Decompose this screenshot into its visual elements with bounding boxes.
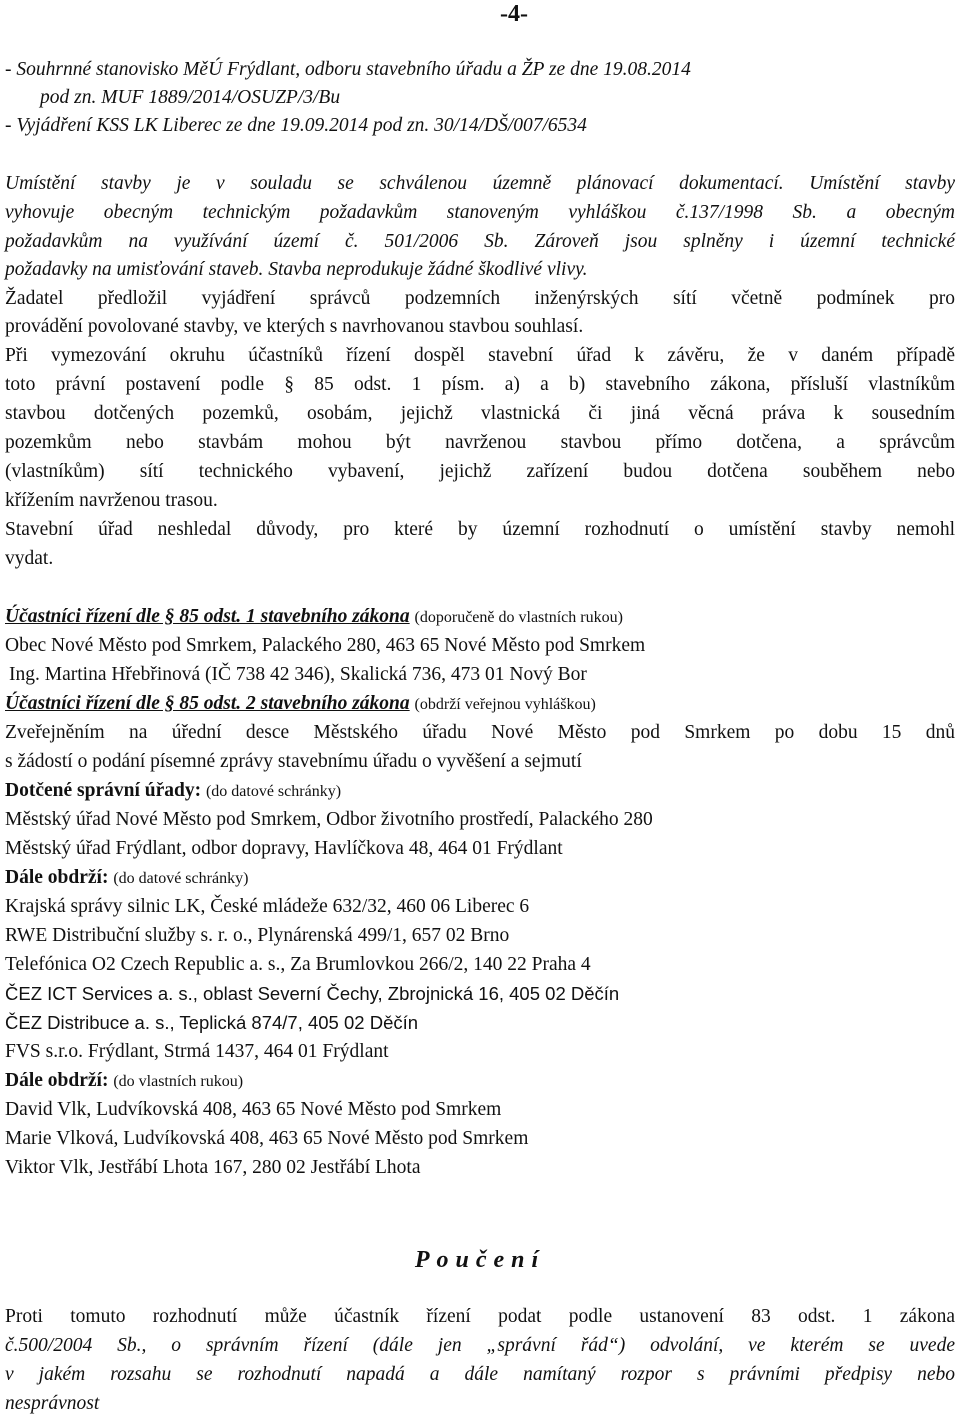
authority-item: Městský úřad Frýdlant, odbor dopravy, Havlíčkova 48, 464 01 Frýdlant: [5, 838, 563, 859]
participants-1-heading: Účastníci řízení dle § 85 odst. 1 stavebního zákona: [5, 606, 410, 627]
participants-2-line: Zveřejněním na úřední desce Městského úřadu Nové Město pod Smrkem po dobu 15 dnů: [5, 722, 955, 743]
instruction-line: č.500/2004 Sb., o správním řízení (dále jen „správní řád“) odvolání, ve kterém se uvede: [5, 1335, 955, 1356]
reasoning-line: vydat.: [5, 548, 54, 569]
reasoning-line: pozemkům nebo stavbám mohou být navrženou stavbou přímo dotčena, a správcům: [5, 432, 955, 453]
participant-item: Obec Nové Město pod Smrkem, Palackého 280, 463 65 Nové Město pod Smrkem: [5, 635, 646, 656]
recipient-item: Krajská správy silnic LK, České mládeže 632/32, 460 06 Liberec 6: [5, 896, 530, 917]
source-line: - Souhrnné stanovisko MěÚ Frýdlant, odboru stavebního úřadu a ŽP ze dne 19.08.2014: [5, 59, 691, 80]
reasoning-line: křížením navrženou trasou.: [5, 490, 218, 511]
reasoning-line: Při vymezování okruhu účastníků řízení dospěl stavební úřad k závěru, že v daném případě: [5, 345, 955, 366]
others-1-note: (do datové schránky): [113, 870, 249, 887]
participants-2-heading-row: [5, 690, 955, 719]
authority-item: Městský úřad Nové Město pod Smrkem, Odbor životního prostředí, Palackého 280: [5, 809, 653, 830]
page-number: -4-: [500, 1, 528, 27]
reasoning-line: toto právní postavení podle § 85 odst. 1 písm. a) a b) stavebního zákona, přísluší vlastníkům: [5, 374, 955, 395]
reasoning-line: Umístění stavby je v souladu se schválenou územně plánovací dokumentací. Umístění stavby: [5, 173, 955, 194]
participants-1-heading-row: [5, 603, 955, 632]
reasoning-line: Stavební úřad neshledal důvody, pro které by územní rozhodnutí o umístění stavby nemohl: [5, 519, 955, 540]
authorities-note: (do datové schránky): [205, 783, 342, 800]
source-line: pod zn. MUF 1889/2014/OSUZP/3/Bu: [40, 87, 341, 108]
recipient-item: ČEZ Distribuce a. s., Teplická 874/7, 405 02 Děčín: [5, 1012, 419, 1033]
participants-2-line: s žádostí o podání písemné zprávy stavebnímu úřadu o vyvěšení a sejmutí: [5, 751, 582, 772]
participants-1-note: (doporučeně do vlastních rukou): [414, 609, 623, 626]
authorities-heading: Dotčené správní úřady:: [5, 780, 202, 801]
authorities-heading-row: [5, 777, 955, 806]
recipient-item: Telefónica O2 Czech Republic a. s., Za Brumlovkou 266/2, 140 22 Praha 4: [5, 954, 591, 975]
reasoning-line: vyhovuje obecným technickým požadavkům stanoveným vyhláškou č.137/1998 Sb. a obecným: [5, 202, 955, 223]
participants-2-note: (obdrží veřejnou vyhláškou): [414, 696, 596, 713]
others-1-heading: Dále obdrží:: [5, 867, 109, 888]
recipient-item: Viktor Vlk, Jestřábí Lhota 167, 280 02 Jestřábí Lhota: [5, 1157, 421, 1178]
reasoning-line: (vlastníkům) sítí technického vybavení, jejichž zařízení budou dotčena souběhem nebo: [5, 461, 955, 482]
recipient-item: RWE Distribuční služby s. r. o., Plynárenská 499/1, 657 02 Brno: [5, 925, 510, 946]
participants-2-heading: Účastníci řízení dle § 85 odst. 2 stavebního zákona: [5, 693, 410, 714]
others-2-heading-row: [5, 1067, 955, 1096]
recipient-item: David Vlk, Ludvíkovská 408, 463 65 Nové Město pod Smrkem: [5, 1099, 502, 1120]
source-line: - Vyjádření KSS LK Liberec ze dne 19.09.2014 pod zn. 30/14/DŠ/007/6534: [5, 115, 587, 136]
others-2-note: (do vlastních rukou): [113, 1073, 244, 1090]
participant-item: Ing. Martina Hřebřinová (IČ 738 42 346), Skalická 736, 473 01 Nový Bor: [9, 664, 587, 685]
reasoning-line: stavbou dotčených pozemků, osobám, jejichž vlastnická či jiná věcná práva k sousedním: [5, 403, 955, 424]
instruction-line: nesprávnost: [5, 1393, 100, 1414]
others-1-heading-row: [5, 864, 955, 893]
others-2-heading: Dále obdrží:: [5, 1070, 109, 1091]
recipient-item: FVS s.r.o. Frýdlant, Strmá 1437, 464 01 Frýdlant: [5, 1041, 389, 1062]
instruction-line: Proti tomuto rozhodnutí může účastník řízení podat podle ustanovení 83 odst. 1 zákona: [5, 1306, 955, 1327]
reasoning-line: požadavky na umisťování staveb. Stavba neprodukuje žádné škodlivé vlivy.: [5, 259, 588, 280]
recipient-item: ČEZ ICT Services a. s., oblast Severní Čechy, Zbrojnická 16, 405 02 Děčín: [5, 983, 620, 1004]
reasoning-line: požadavkům na využívání území č. 501/2006 Sb. Zároveň jsou splněny i územní technické: [5, 231, 955, 252]
recipient-item: Marie Vlková, Ludvíkovská 408, 463 65 Nové Město pod Smrkem: [5, 1128, 529, 1149]
reasoning-line: Žadatel předložil vyjádření správců podzemních inženýrských sítí včetně podmínek pro: [5, 288, 955, 309]
instruction-title: Poučení: [414, 1247, 546, 1273]
instruction-line: v jakém rozsahu se rozhodnutí napadá a dále namítaný rozpor s právními předpisy nebo: [5, 1364, 955, 1385]
reasoning-line: provádění povolované stavby, ve kterých s navrhovanou stavbou souhlasí.: [5, 316, 584, 337]
